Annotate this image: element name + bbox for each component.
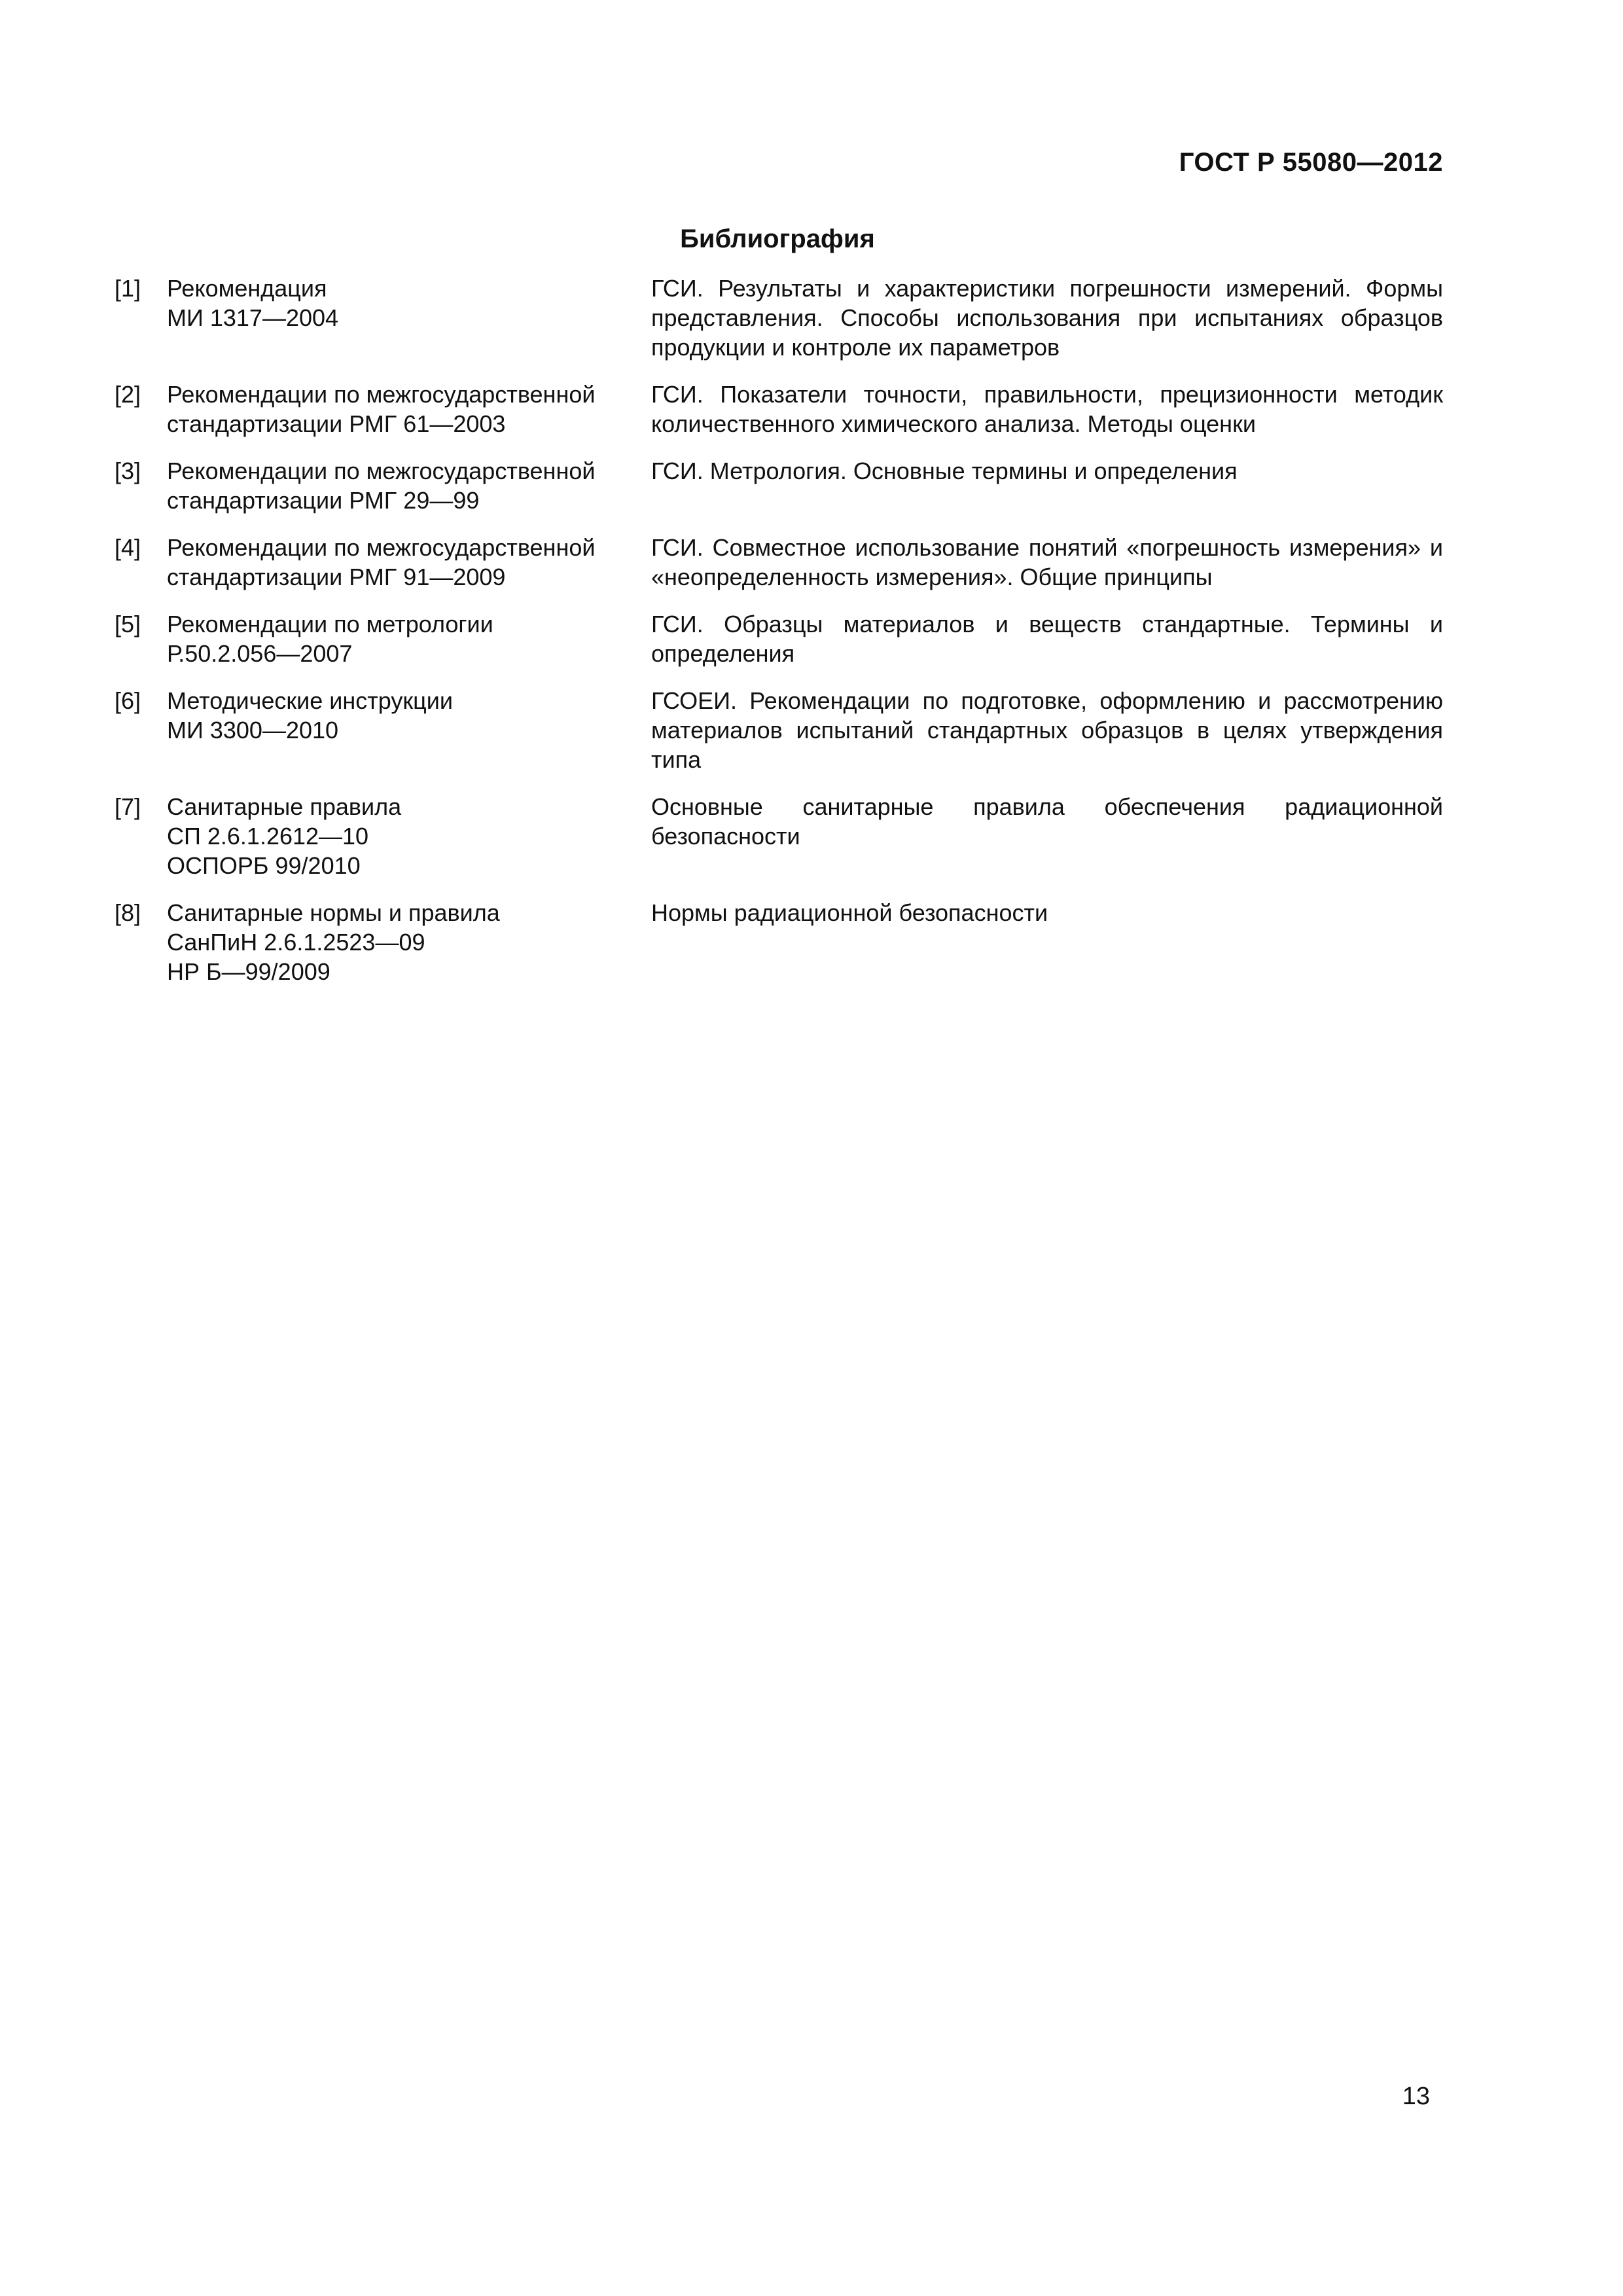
entry-reference-line: СП 2.6.1.2612—10 — [167, 823, 369, 850]
entry-reference — [167, 380, 651, 439]
page-number: 13 — [1402, 2083, 1430, 2110]
bibliography-title: Библиография — [680, 224, 875, 253]
entry-title: Основные санитарные правила обеспечения радиационной безопасности — [651, 793, 1443, 850]
bibliography-entry — [115, 533, 1443, 592]
bibliography-entry — [115, 274, 1443, 362]
entry-reference-line: Р.50.2.056—2007 — [167, 640, 353, 667]
entry-number: [2] — [115, 381, 141, 408]
entry-reference-line: НР Б—99/2009 — [167, 958, 330, 985]
entry-reference-line: стандартизации РМГ 61—2003 — [167, 410, 506, 437]
entry-reference-line: Санитарные правила — [167, 793, 402, 820]
bibliography-entry — [115, 456, 1443, 515]
standard-code-header: ГОСТ Р 55080—2012 — [1179, 148, 1443, 177]
entry-reference — [167, 456, 651, 515]
entry-reference-line: стандартизации РМГ 91—2009 — [167, 564, 506, 590]
entry-reference-line: Рекомендация — [167, 275, 327, 302]
entry-number: [6] — [115, 687, 141, 714]
entry-title: Нормы радиационной безопасности — [651, 899, 1048, 926]
bibliography-list — [115, 274, 1443, 1004]
entry-number: [7] — [115, 793, 141, 820]
entry-title: ГСОЕИ. Рекомендации по подготовке, оформлению и рассмотрению материалов испытаний стандартных образцов в целях утверждения типа — [651, 687, 1443, 773]
entry-title: ГСИ. Образцы материалов и веществ стандартные. Термины и определения — [651, 611, 1443, 667]
bibliography-entry — [115, 898, 1443, 986]
entry-reference-line: Методические инструкции — [167, 687, 453, 714]
entry-reference-line: Рекомендации по межгосударственной — [167, 534, 596, 561]
entry-reference — [167, 792, 651, 880]
entry-title: ГСИ. Совместное использование понятий «погрешность измерения» и «неопределенность измерения». Общие принципы — [651, 534, 1443, 590]
bibliography-entry — [115, 380, 1443, 439]
entry-number: [4] — [115, 534, 141, 561]
entry-reference — [167, 609, 651, 668]
entry-reference-line: Рекомендации по метрологии — [167, 611, 493, 637]
entry-title: ГСИ. Метрология. Основные термины и определения — [651, 457, 1238, 484]
entry-number: [1] — [115, 275, 141, 302]
entry-reference — [167, 274, 651, 332]
entry-number: [8] — [115, 899, 141, 926]
entry-reference-line: МИ 1317—2004 — [167, 304, 339, 331]
entry-reference — [167, 898, 651, 986]
entry-reference-line: Рекомендации по межгосударственной — [167, 457, 596, 484]
entry-reference-line: ОСПОРБ 99/2010 — [167, 852, 361, 879]
bibliography-entry — [115, 609, 1443, 668]
entry-title: ГСИ. Результаты и характеристики погрешности измерений. Формы представления. Способы использования при испытаниях образцов продукции и контроле их параметров — [651, 275, 1443, 361]
entry-number: [5] — [115, 611, 141, 637]
entry-title: ГСИ. Показатели точности, правильности, прецизионности методик количественного химического анализа. Методы оценки — [651, 381, 1443, 437]
bibliography-entry — [115, 686, 1443, 774]
bibliography-entry — [115, 792, 1443, 880]
entry-reference-line: Рекомендации по межгосударственной — [167, 381, 596, 408]
entry-reference — [167, 533, 651, 592]
entry-reference-line: СанПиН 2.6.1.2523—09 — [167, 929, 425, 956]
entry-reference-line: стандартизации РМГ 29—99 — [167, 487, 480, 514]
entry-reference — [167, 686, 651, 745]
entry-reference-line: МИ 3300—2010 — [167, 717, 339, 744]
entry-number: [3] — [115, 457, 141, 484]
entry-reference-line: Санитарные нормы и правила — [167, 899, 500, 926]
